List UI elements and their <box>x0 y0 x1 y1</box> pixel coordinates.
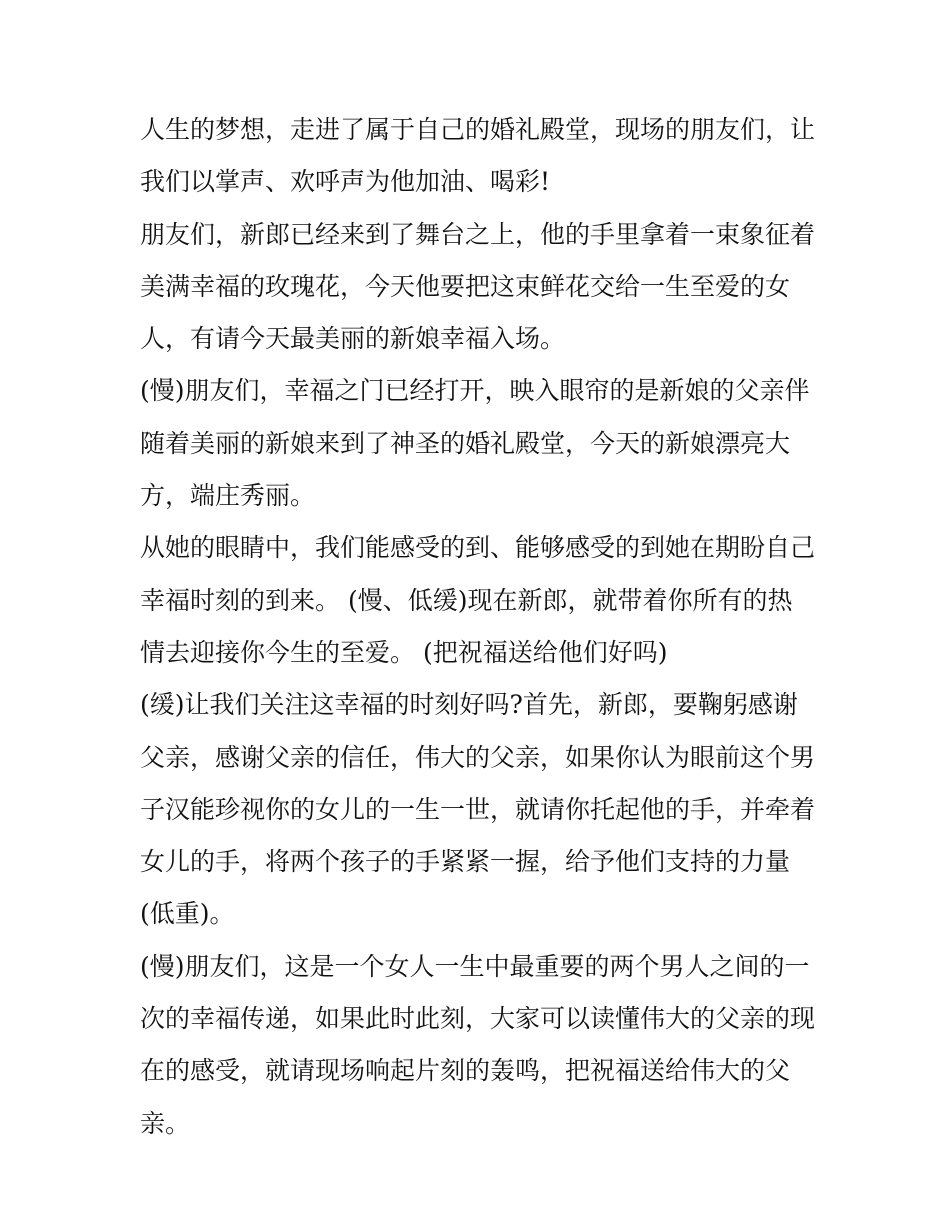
text-line: 次的幸福传递，如果此时此刻，大家可以读懂伟大的父亲的现 <box>140 1004 816 1034</box>
text-line: (缓)让我们关注这幸福的时刻好吗?首先，新郎，要鞠躬感谢 <box>140 690 798 720</box>
text-line: 在的感受，就请现场响起片刻的轰鸣，把祝福送给伟大的父 <box>140 1056 791 1086</box>
text-line: 人，有请今天最美丽的新娘幸福入场。 <box>140 324 566 354</box>
text-line: 方，端庄秀丽。 <box>140 481 316 511</box>
text-line: 随着美丽的新娘来到了神圣的婚礼殿堂，今天的新娘漂亮大 <box>140 428 791 458</box>
text-line: 父亲，感谢父亲的信任，伟大的父亲，如果你认为眼前这个男 <box>140 742 816 772</box>
text-line: 亲。 <box>140 1108 191 1138</box>
document-body <box>140 104 820 1150</box>
text-line: 我们以掌声、欢呼声为他加油、喝彩! <box>140 167 551 197</box>
text-line: 美满幸福的玫瑰花，今天他要把这束鲜花交给一生至爱的女 <box>140 271 791 301</box>
text-line: 幸福时刻的到来。 (慢、低缓)现在新郎，就带着你所有的热 <box>140 585 793 615</box>
text-line: (慢)朋友们，这是一个女人一生中最重要的两个男人之间的一 <box>140 951 810 981</box>
text-line: 朋友们，新郎已经来到了舞台之上，他的手里拿着一束象征着 <box>140 219 816 249</box>
text-line: 子汉能珍视你的女儿的一生一世，就请你托起他的手，并牵着 <box>140 794 816 824</box>
text-line: (慢)朋友们，幸福之门已经打开，映入眼帘的是新娘的父亲伴 <box>140 376 810 406</box>
text-line: 情去迎接你今生的至爱。 (把祝福送给他们好吗) <box>140 637 668 667</box>
text-line: 人生的梦想，走进了属于自己的婚礼殿堂，现场的朋友们，让 <box>140 115 816 144</box>
text-line: (低重)。 <box>140 899 235 929</box>
text-line: 女儿的手，将两个孩子的手紧紧一握，给予他们支持的力量 <box>140 847 791 877</box>
text-line: 从她的眼睛中，我们能感受的到、能够感受的到她在期盼自己 <box>140 533 816 563</box>
